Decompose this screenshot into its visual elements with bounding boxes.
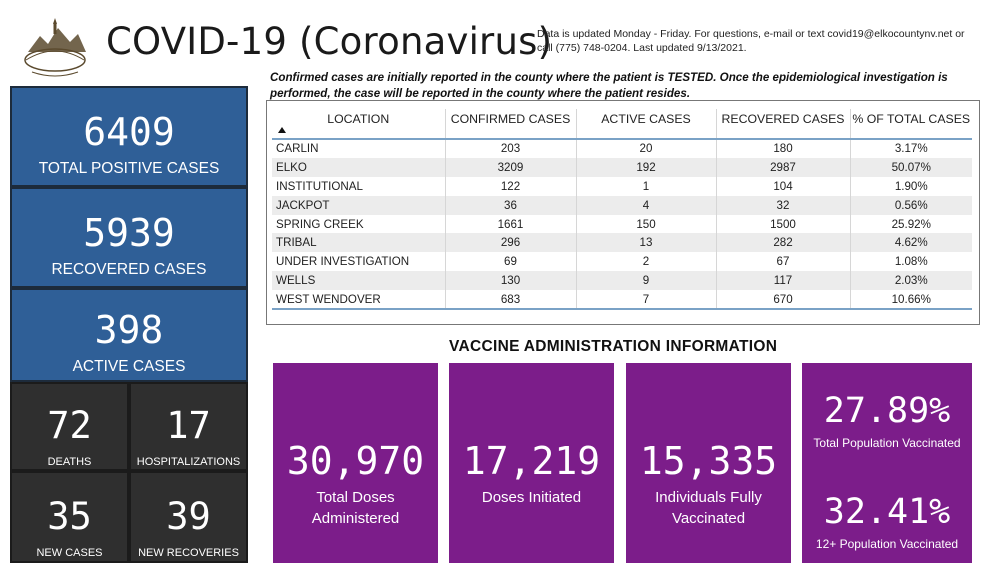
total-population-vaccinated-card — [802, 363, 972, 464]
active-cell: 4 — [576, 196, 716, 215]
active-value: 398 — [94, 308, 164, 352]
vaccine-section-heading: VACCINE ADMINISTRATION INFORMATION — [449, 338, 778, 355]
location-cell: WEST WENDOVER — [276, 292, 381, 306]
percent-cell: 25.92% — [850, 215, 972, 234]
confirmed-cell: 69 — [445, 252, 576, 271]
hospitalizations-value: 17 — [166, 404, 211, 447]
table-header-row — [272, 109, 972, 139]
column-header-percent[interactable]: % OF TOTAL CASES — [850, 109, 972, 139]
recovered-cell: 67 — [716, 252, 850, 271]
location-cell: JACKPOT — [272, 196, 445, 215]
active-card — [10, 288, 248, 382]
confirmed-cell: 36 — [445, 196, 576, 215]
active-cell: 150 — [576, 215, 716, 234]
active-label: ACTIVE CASES — [72, 358, 186, 375]
new-cases-card — [10, 471, 129, 563]
new-recoveries-card — [129, 471, 248, 563]
confirmed-cell: 122 — [445, 177, 576, 196]
location-cell: ELKO — [272, 158, 445, 177]
confirmed-cell: 296 — [445, 233, 576, 252]
twelve-plus-vaccinated-label: 12+ Population Vaccinated — [815, 537, 959, 551]
total-positive-card — [10, 86, 248, 187]
recovered-cell: 2987 — [716, 158, 850, 177]
update-note: Data is updated Monday - Friday. For questions, e-mail or text covid19@elkocountynv.net or call (775) 748-0204. Last updated 9/13/2021. — [537, 28, 965, 54]
location-cell: WELLS — [272, 271, 445, 290]
table-row — [272, 215, 972, 234]
new-cases-value: 35 — [47, 495, 92, 538]
deaths-card — [10, 382, 129, 471]
active-cell: 1 — [576, 177, 716, 196]
doses-initiated-label: Doses Initiated — [481, 489, 582, 506]
location-cell: INSTITUTIONAL — [276, 179, 363, 193]
active-cell: 20 — [576, 139, 716, 158]
percent-cell: 4.62% — [850, 233, 972, 252]
total-doses-label: Total Doses Administered — [311, 489, 400, 527]
table-row — [272, 252, 972, 271]
hospitalizations-card — [129, 382, 248, 471]
location-cell: TRIBAL — [272, 233, 445, 252]
column-header-label: LOCATION — [327, 112, 390, 126]
hospitalizations-label: HOSPITALIZATIONS — [136, 456, 241, 468]
recovered-cell: 1500 — [716, 215, 850, 234]
cases-table-frame — [266, 100, 980, 325]
doses-initiated-value: 17,219 — [462, 439, 601, 483]
sort-ascending-icon[interactable] — [278, 127, 286, 133]
percent-cell: 10.66% — [850, 290, 972, 309]
recovered-cell: 117 — [716, 271, 850, 290]
active-cell: 192 — [576, 158, 716, 177]
total-positive-value: 6409 — [83, 110, 175, 154]
twelve-plus-vaccinated-value: 32.41% — [823, 492, 951, 532]
confirmed-cell: 130 — [445, 271, 576, 290]
total-population-vaccinated-label: Total Population Vaccinated — [813, 436, 961, 450]
fully-vaccinated-card — [626, 363, 791, 563]
total-doses-card — [273, 363, 438, 563]
table-row — [272, 158, 972, 177]
total-population-vaccinated-value: 27.89% — [823, 391, 951, 431]
column-header-location[interactable] — [272, 109, 445, 139]
total-doses-value: 30,970 — [286, 439, 425, 483]
active-cell: 2 — [576, 252, 716, 271]
confirmed-cell: 683 — [445, 290, 576, 309]
active-cell: 13 — [576, 233, 716, 252]
county-logo — [18, 12, 92, 80]
recovered-cell: 104 — [716, 177, 850, 196]
percent-cell: 1.90% — [850, 177, 972, 196]
doses-initiated-card — [449, 363, 614, 563]
recovered-card — [10, 187, 248, 288]
table-row — [272, 271, 972, 290]
column-header-recovered[interactable]: RECOVERED CASES — [716, 109, 850, 139]
fully-vaccinated-value: 15,335 — [639, 439, 778, 483]
active-cell: 7 — [576, 290, 716, 309]
confirmed-cell: 1661 — [445, 215, 576, 234]
twelve-plus-vaccinated-card — [802, 464, 972, 563]
percent-cell: 0.56% — [850, 196, 972, 215]
table-row — [272, 233, 972, 252]
new-recoveries-value: 39 — [166, 495, 211, 538]
deaths-label: DEATHS — [47, 456, 92, 468]
recovered-cell: 282 — [716, 233, 850, 252]
cases-by-location-table — [272, 109, 972, 310]
recovered-cell: 32 — [716, 196, 850, 215]
deaths-value: 72 — [47, 404, 92, 447]
new-cases-label: NEW CASES — [36, 547, 103, 559]
table-row — [272, 290, 972, 309]
table-row — [272, 139, 972, 158]
fully-vaccinated-label: Individuals Fully Vaccinated — [655, 489, 762, 527]
location-cell: UNDER INVESTIGATION — [276, 255, 410, 269]
location-cell: CARLIN — [276, 142, 319, 156]
active-cell: 9 — [576, 271, 716, 290]
column-header-active[interactable]: ACTIVE CASES — [576, 109, 716, 139]
column-header-confirmed[interactable]: CONFIRMED CASES — [445, 109, 576, 139]
disclaimer: Confirmed cases are initially reported in the county where the patient is TESTED. Once the epidemiological investigation is performed, the case will be reported in the county where the patient resides. — [270, 71, 948, 100]
confirmed-cell: 203 — [445, 139, 576, 158]
recovered-cell: 180 — [716, 139, 850, 158]
confirmed-cell: 3209 — [445, 158, 576, 177]
table-row — [272, 196, 972, 215]
table-row — [272, 177, 972, 196]
new-recoveries-label: NEW RECOVERIES — [138, 547, 239, 559]
recovered-value: 5939 — [83, 211, 175, 255]
percent-cell: 2.03% — [850, 271, 972, 290]
total-positive-label: TOTAL POSITIVE CASES — [38, 160, 220, 177]
page-title: COVID-19 (Coronavirus) — [106, 20, 553, 63]
percent-cell: 50.07% — [850, 158, 972, 177]
recovered-label: RECOVERED CASES — [51, 261, 207, 278]
percent-cell: 1.08% — [850, 252, 972, 271]
recovered-cell: 670 — [716, 290, 850, 309]
location-cell: SPRING CREEK — [276, 217, 364, 231]
percent-cell: 3.17% — [850, 139, 972, 158]
